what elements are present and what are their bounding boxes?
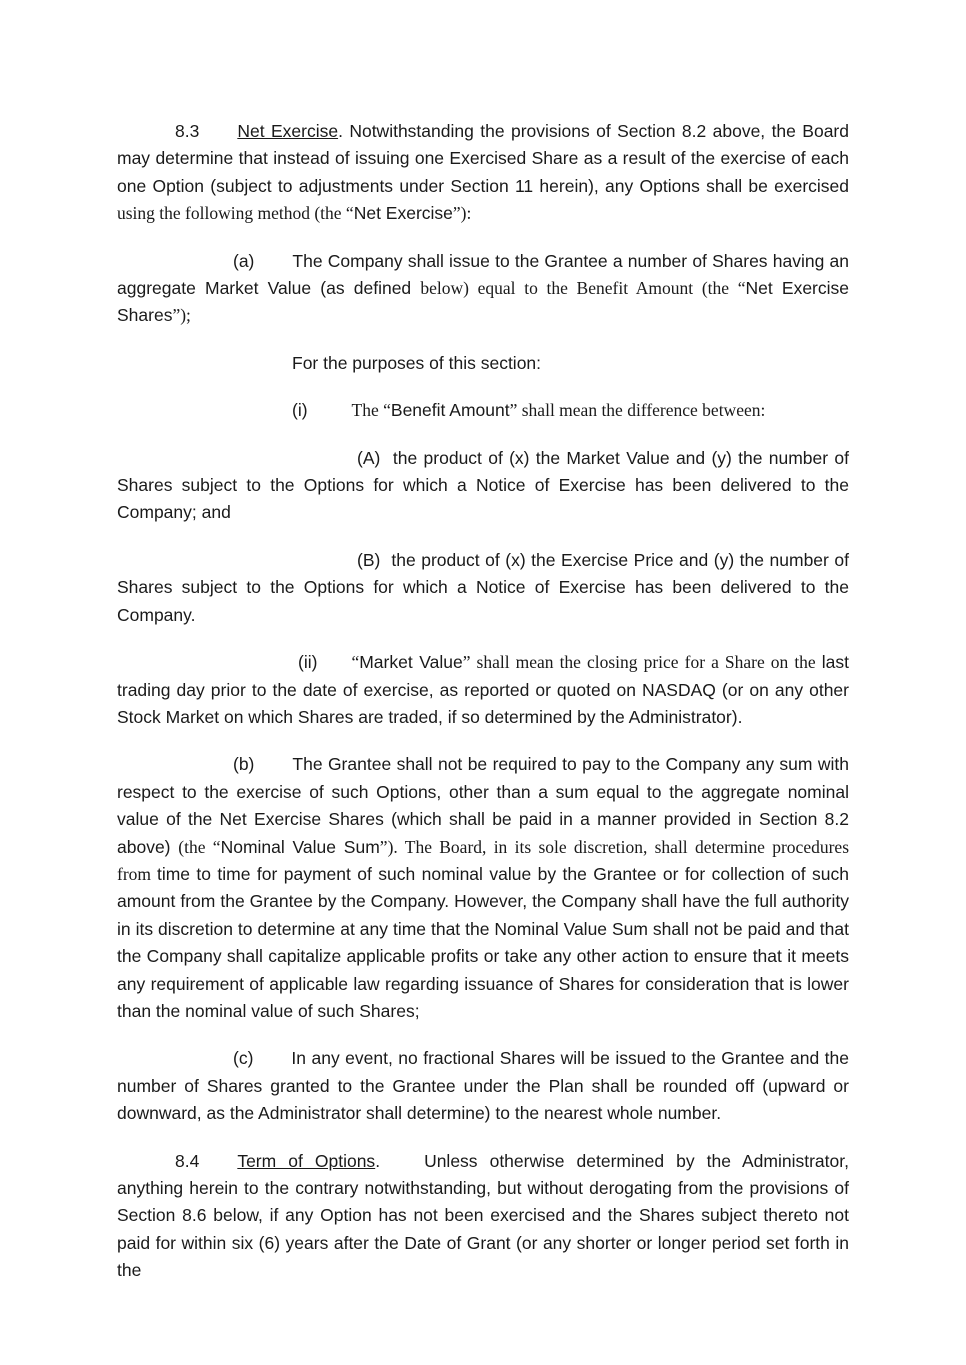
section-title: Net Exercise — [237, 121, 339, 141]
defined-term: Benefit Amount — [390, 400, 510, 421]
clause-b: (b) The Grantee shall not be required to pay to the Company any sum with respect to the exercise of such Options, other than a sum equal to the aggregate nominal value of the Net Exercise Shares (which shall be paid in a manner provided in Section 8.2 above) (the “Nominal Value Sum”). The Board, in its sole discretion, shall determine procedures from time to time for payment of such nominal value by the Grantee or for collection of such amount from the Grantee by the Company. However, the Company shall have the full authority in its discretion to determine at any time that the Nominal Value Sum shall not be paid and that the Company shall capitalize applicable profits or take any other action to ensure that it meets any requirement of applicable law regarding issuance of Shares for consideration that is lower than the nominal value of such Shares; — [117, 754, 849, 1021]
defined-term: Net Exercise Shares — [117, 278, 850, 326]
clause-label: (B) — [357, 549, 381, 570]
clause-a: (a) The Company shall issue to the Grantee a number of Shares having an aggregate Market Value (as defined below) equal to the Benefit Amount (the “Net Exercise Shares”); — [117, 250, 850, 326]
clause-B: (B) the product of (x) the Exercise Price and (y) the number of Shares subject to the Options for which a Notice of Exercise has been delivered to the Company. — [117, 549, 849, 625]
section-8-3: 8.3 Net Exercise. Notwithstanding the provisions of Section 8.2 above, the Board may determine that instead of issuing one Exercised Share as a result of the exercise of each one Option (subject to adjustments under Section 11 herein), any Options shall be exercised using the following method (the “Net Exercise”): — [117, 121, 849, 224]
section-title: Term of Options — [237, 1150, 376, 1171]
clause-label: (ii) — [298, 652, 318, 673]
clause-label: (c) — [233, 1048, 254, 1069]
section-8-4: 8.4 Term of Options. Unless otherwise determined by the Administrator, anything herein to the contrary notwithstanding, but without derogating from the provisions of Section 8.6 below, if any Option has not been exercised and the Shares subject thereto not paid for within six (6) years after the Date of Grant (or any shorter or longer period set forth in the — [117, 1150, 849, 1281]
defined-term: Market Value — [359, 652, 463, 673]
section-number: 8.4 — [175, 1150, 200, 1171]
clause-label: (i) — [292, 400, 308, 421]
clause-label: (A) — [357, 447, 381, 468]
section-number: 8.3 — [175, 121, 200, 141]
document-page — [117, 118, 849, 1305]
clause-label: (b) — [233, 754, 255, 775]
clause-ii: (ii) “Market Value” shall mean the closing price for a Share on the last trading day prior to the date of exercise, as reported or quoted on NASDAQ (or on any other Stock Market on which Shares are traded, if so determined by the Administrator). — [117, 652, 849, 727]
defined-term: Nominal Value Sum — [220, 836, 380, 857]
clause-i: (i) The “Benefit Amount” shall mean the difference between: — [292, 400, 766, 421]
clause-A: (A) the product of (x) the Market Value and (y) the number of Shares subject to the Options for which a Notice of Exercise has been delivered to the Company; and — [117, 447, 849, 523]
purposes-line: For the purposes of this section: — [292, 352, 542, 373]
clause-c: (c) In any event, no fractional Shares will be issued to the Grantee and the number of Shares granted to the Grantee under the Plan shall be rounded off (upward or downward, as the Administrator shall determine) to the nearest whole number. — [117, 1048, 849, 1124]
clause-label: (a) — [233, 250, 255, 271]
defined-term: Net Exercise — [353, 203, 453, 224]
